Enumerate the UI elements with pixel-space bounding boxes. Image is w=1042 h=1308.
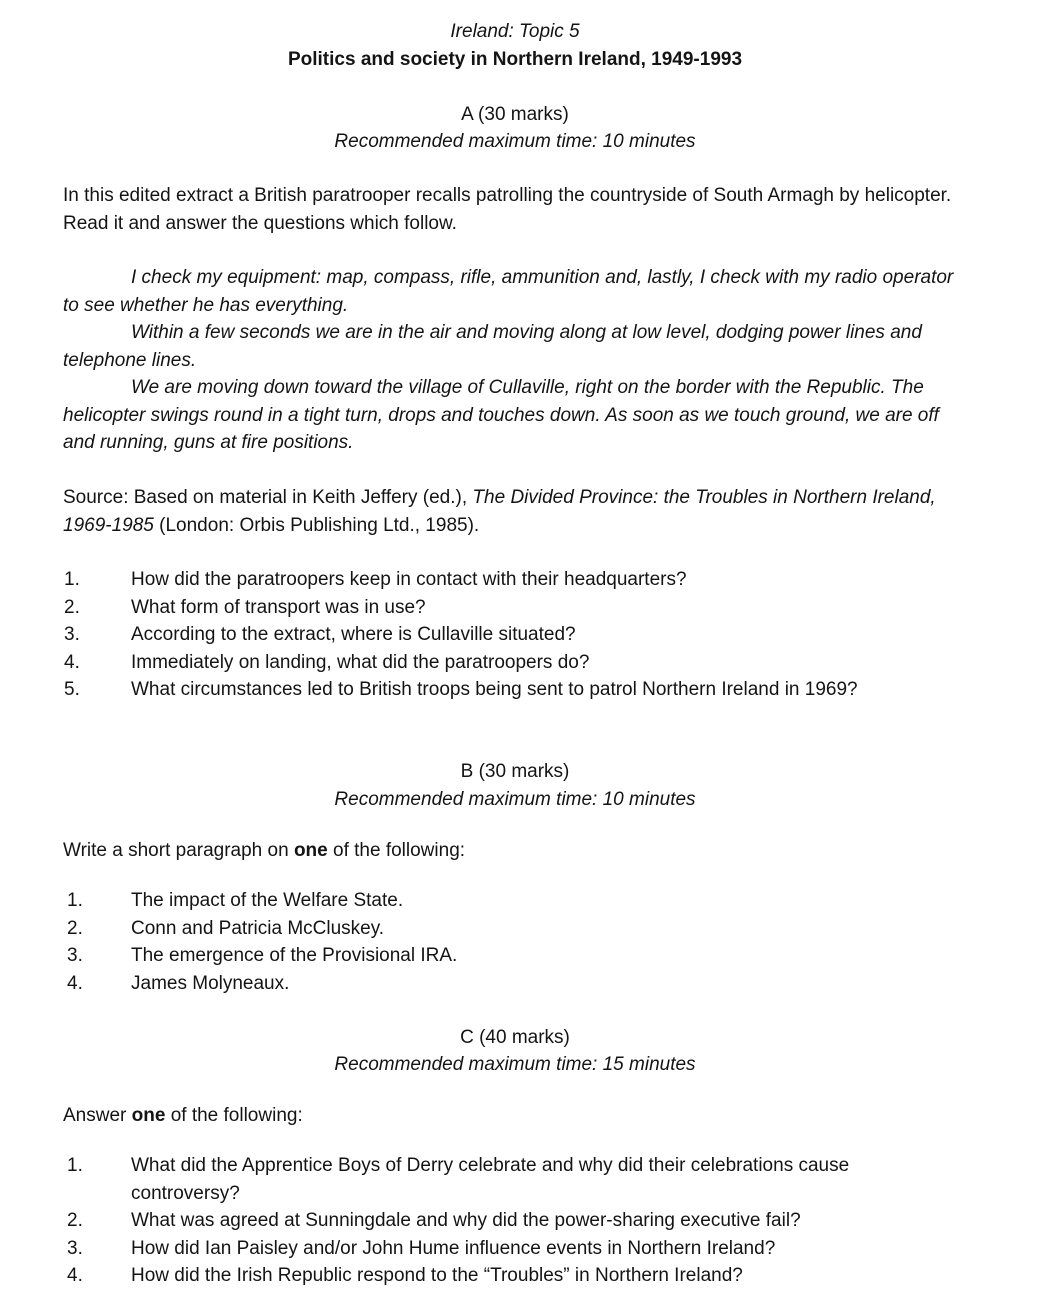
- list-item: [63, 1152, 933, 1207]
- extract-paragraph: I check my equipment: map, compass, rifle, ammunition and, lastly, I check with my radio operator to see whether he has everything.: [63, 267, 954, 316]
- section-a-heading: A (30 marks): [461, 104, 569, 125]
- item-text: The impact of the Welfare State.: [131, 890, 404, 911]
- list-item: [63, 942, 968, 970]
- list-item: [63, 887, 968, 915]
- section-b-heading: B (30 marks): [460, 761, 570, 782]
- item-number: 4.: [67, 972, 83, 994]
- item-number: 2.: [67, 1210, 83, 1231]
- list-item: [63, 1235, 933, 1263]
- section-b-items: [63, 887, 968, 997]
- topic-label: Ireland: Topic 5: [450, 21, 580, 42]
- item-text: What was agreed at Sunningdale and why did the power-sharing executive fail?: [131, 1210, 801, 1231]
- section-c-items: [63, 1152, 933, 1290]
- item-number: 5.: [64, 679, 80, 700]
- list-item: [63, 970, 968, 998]
- section-c-time: Recommended maximum time: 15 minutes: [334, 1054, 696, 1075]
- item-text: What form of transport was in use?: [131, 596, 426, 618]
- source-suffix: (London: Orbis Publishing Ltd., 1985).: [153, 514, 480, 536]
- item-text: James Molyneaux.: [131, 972, 290, 994]
- list-item: [63, 621, 968, 649]
- instruction-emphasis: one: [131, 1105, 166, 1126]
- source-extract: [63, 264, 968, 457]
- section-b-instruction: [63, 837, 968, 865]
- list-item: [63, 1262, 933, 1290]
- list-item: [63, 676, 968, 704]
- source-citation: [63, 484, 968, 539]
- item-number: 4.: [67, 1265, 83, 1286]
- section-a-intro: In this edited extract a British paratrooper recalls patrolling the countryside of South Armagh by helicopter. Read it and answer the questions which follow.: [63, 185, 952, 234]
- list-item: [63, 566, 968, 594]
- instruction-text: Answer: [63, 1105, 132, 1126]
- item-number: 1.: [64, 569, 80, 590]
- item-number: 3.: [64, 624, 80, 645]
- item-text: How did the paratroopers keep in contact with their headquarters?: [131, 569, 687, 590]
- instruction-text: of the following:: [165, 1105, 303, 1126]
- instruction-text: of the following:: [327, 840, 466, 861]
- extract-paragraph: Within a few seconds we are in the air and moving along at low level, dodging power lines and telephone lines.: [63, 322, 922, 371]
- source-title: The Divided Province: the Troubles in Northern Ireland, 1969-1985: [63, 487, 936, 536]
- source-prefix: Source: Based on material in Keith Jeffery (ed.),: [63, 487, 473, 508]
- section-c-heading: C (40 marks): [460, 1027, 570, 1048]
- extract-paragraph: We are moving down toward the village of Cullaville, right on the border with the Republic. The helicopter swings round in a tight turn, drops and touches down. As soon as we touch ground, we are off and running, guns at fire positions.: [63, 377, 939, 453]
- item-text: How did the Irish Republic respond to the “Troubles” in Northern Ireland?: [131, 1265, 743, 1286]
- item-number: 2.: [67, 917, 83, 939]
- list-item: [63, 1207, 933, 1235]
- item-number: 2.: [64, 596, 80, 618]
- instruction-text: Write a short paragraph on: [63, 840, 294, 861]
- section-b-time: Recommended maximum time: 10 minutes: [334, 789, 696, 810]
- item-text: Immediately on landing, what did the paratroopers do?: [131, 651, 590, 673]
- item-text: Conn and Patricia McCluskey.: [131, 917, 385, 939]
- item-number: 3.: [67, 945, 83, 966]
- instruction-emphasis: one: [293, 840, 328, 861]
- item-text: The emergence of the Provisional IRA.: [131, 945, 458, 966]
- section-a-questions: [63, 566, 968, 704]
- item-number: 4.: [64, 651, 80, 673]
- item-number: 1.: [67, 1155, 83, 1176]
- item-text: What did the Apprentice Boys of Derry celebrate and why did their celebrations cause controversy?: [131, 1155, 850, 1204]
- section-a-time: Recommended maximum time: 10 minutes: [334, 131, 696, 152]
- section-c-instruction: [63, 1102, 968, 1130]
- item-text: According to the extract, where is Cullaville situated?: [131, 624, 576, 645]
- list-item: [63, 649, 968, 677]
- item-number: 1.: [67, 890, 83, 911]
- list-item: [63, 915, 968, 943]
- item-number: 3.: [67, 1237, 83, 1259]
- list-item: [63, 594, 968, 622]
- page-title: Politics and society in Northern Ireland, 1949-1993: [287, 49, 743, 70]
- item-text: How did Ian Paisley and/or John Hume influence events in Northern Ireland?: [131, 1237, 776, 1259]
- item-text: What circumstances led to British troops being sent to patrol Northern Ireland in 1969?: [131, 679, 858, 700]
